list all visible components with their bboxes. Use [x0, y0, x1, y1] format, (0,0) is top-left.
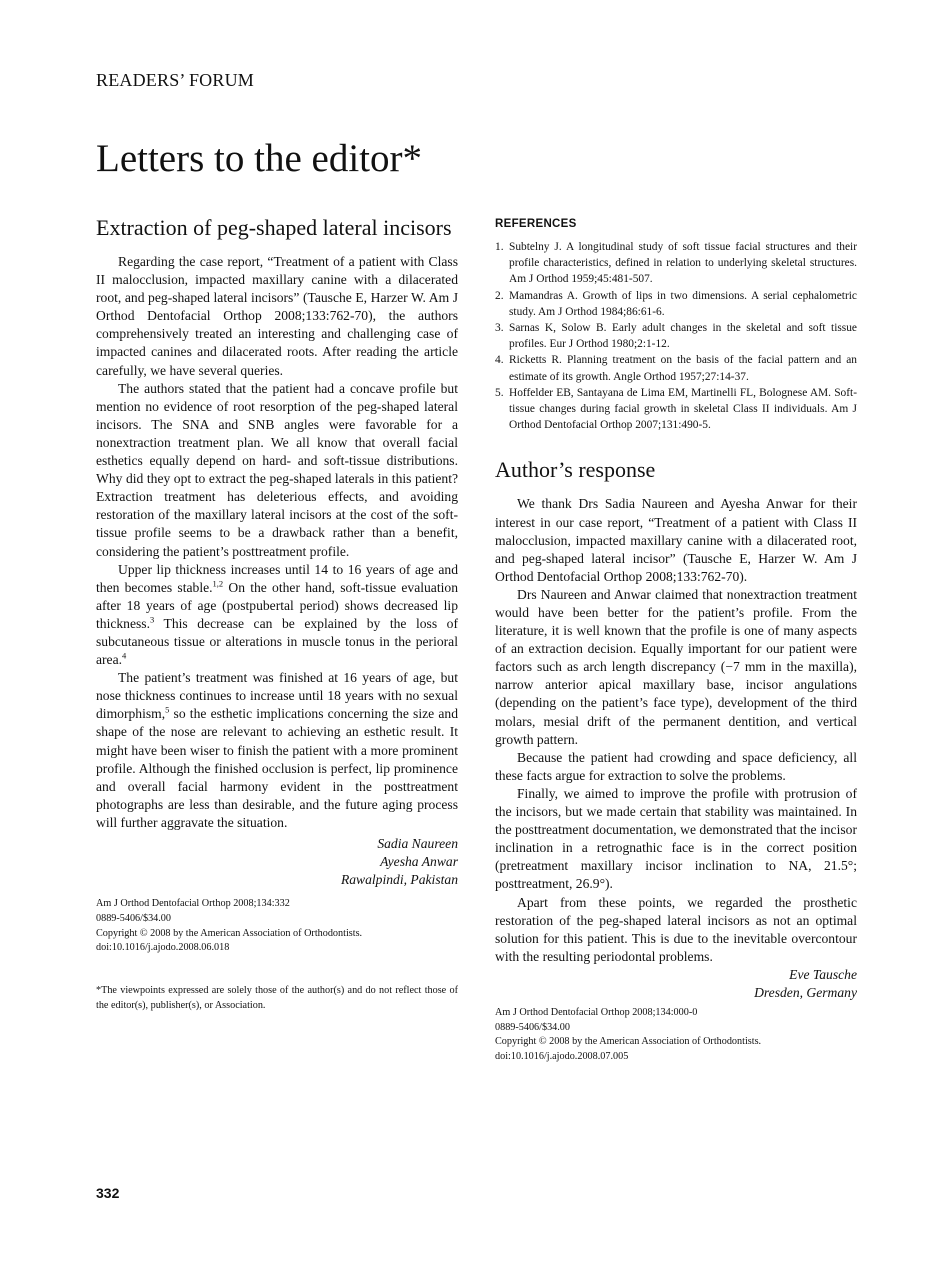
page-title: Letters to the editor*	[96, 137, 422, 180]
page-number: 332	[96, 1185, 120, 1201]
reference-superscript[interactable]: 4	[122, 650, 127, 661]
right-column	[495, 218, 857, 1065]
reference-text: Hoffelder EB, Santayana de Lima EM, Martinelli FL, Bolognese AM. Soft-tissue changes during facial growth in skeletal Class II individuals. Am J Orthod Dentofacial Orthop 2007;131:490-5.	[509, 386, 857, 432]
doi-link[interactable]: doi:10.1016/j.ajodo.2008.06.018	[96, 942, 230, 954]
letter-paragraph: The authors stated that the patient had a concave profile but mention no evidence of root resorption of the peg-shaped lateral incisors. The SNA and SNB angles were favorable for a nonextraction treatment plan. We all know that overall facial esthetics equally depend on hard- and soft-tissue distributions. Why did they opt to extract the peg-shaped laterals in this patient? Extraction treatment has deleterious effects, and avoiding restoration of the maxillary lateral incisors at the cost of the soft-tissue profile seems to be a drawback rather than a benefit, considering the patient’s posttreatment profile.	[96, 380, 458, 559]
footnote: *The viewpoints expressed are solely those of the author(s) and do not reflect those of the editor(s), publisher(s), or Association.	[96, 985, 458, 1011]
response-heading: Author’s response	[495, 457, 656, 483]
reference-text: Subtelny J. A longitudinal study of soft tissue facial structures and their profile characteristics, defined in relation to underlying skeletal structures. Am J Orthod 1959;45:481-507.	[509, 241, 857, 286]
reference-number: 1.	[495, 241, 504, 253]
text-run: On the other hand, soft-tissue evaluation after 18 years of age (postpubertal period) shows decreased lip thickness.	[96, 579, 458, 631]
response-paragraph: Apart from these points, we regarded the prosthetic restoration of the peg-shaped lateral incisors as not an optimal solution for this patient. This is due to the inevitable overcontour with the resulting periodontal problems.	[495, 894, 857, 964]
citation-line: 0889-5406/$34.00	[495, 1021, 570, 1033]
section-label: READERS’ FORUM	[96, 70, 254, 90]
letter-signature	[96, 835, 458, 889]
reference-text: Mamandras A. Growth of lips in two dimensions. A serial cephalometric study. Am J Orthod 1984;86:61-6.	[509, 289, 857, 318]
reference-superscript[interactable]: 1,2	[212, 578, 224, 589]
text-run: The patient’s treatment was finished at 16 years of age, but nose thickness continues to increase until 18 years with no sexual dimorphism,	[96, 670, 458, 722]
letter-citation	[96, 897, 458, 956]
reference-item	[495, 352, 857, 384]
letter-heading: Extraction of peg-shaped lateral incisors	[96, 215, 452, 240]
signature-line: Dresden, Germany	[754, 984, 857, 1000]
reference-item	[495, 385, 857, 434]
reference-item	[495, 320, 857, 352]
doi-link[interactable]: doi:10.1016/j.ajodo.2008.07.005	[495, 1051, 629, 1063]
citation-line: Am J Orthod Dentofacial Orthop 2008;134:332	[96, 898, 290, 909]
response-paragraph: Because the patient had crowding and space deficiency, all these facts argue for extraction to solve the problems.	[495, 749, 857, 783]
response-paragraph: Drs Naureen and Anwar claimed that nonextraction treatment would have been better for the patient’s profile. From the literature, it is well known that the profile is one of many aspects of an extraction decision. Equally important for our patient were factors such as arch length discrepancy (−7 mm in the maxilla), narrow anterior apical maxillary base, incisor angulations (depending on the patient’s face type), development of the third molars, mesial drift of the permanent dentition, and vertical growth pattern.	[495, 586, 857, 747]
signature-line: Sadia Naureen	[377, 836, 458, 851]
references-heading: REFERENCES	[495, 218, 577, 230]
text-run: This decrease can be explained by the loss of subcutaneous tissue or alterations in muscle tonus in the perioral area.	[96, 615, 458, 668]
reference-text: Sarnas K, Solow B. Early adult changes in the skeletal and soft tissue profiles. Eur J Orthod 1980;2:1-12.	[509, 322, 857, 351]
reference-list	[495, 239, 857, 433]
response-citation	[495, 1006, 857, 1065]
signature-line: Ayesha Anwar	[380, 854, 458, 869]
signature-line: Eve Tausche	[789, 966, 857, 982]
letter-paragraph	[96, 561, 458, 670]
text-run: Upper lip thickness increases until 14 to 16 years of age and then becomes stable.	[96, 561, 458, 595]
reference-item	[495, 288, 857, 320]
reference-number: 5.	[495, 386, 504, 399]
reference-number: 2.	[495, 289, 504, 302]
reference-superscript[interactable]: 3	[150, 614, 155, 625]
reference-superscript[interactable]: 5	[165, 704, 170, 715]
reference-text: Ricketts R. Planning treatment on the basis of the facial pattern and an estimate of its growth. Angle Orthod 1957;27:14-37.	[509, 354, 857, 383]
citation-line: Copyright © 2008 by the American Association of Orthodontists.	[96, 927, 363, 939]
signature-line: Rawalpindi, Pakistan	[340, 872, 458, 887]
text-run: so the esthetic implications concerning the size and shape of the nose are relevant to achieving an esthetic result. It might have been wiser to finish the patient with a more prominent profile. Although the finished occlusion is perfect, lip prominence and overall facial harmony evident in the posttreatment photographs are less than desirable, and the future aging process will further aggravate the situation.	[96, 706, 458, 830]
reference-item	[495, 239, 857, 288]
letter-paragraph	[96, 669, 458, 832]
left-column	[96, 215, 458, 1014]
response-signature	[495, 966, 857, 1002]
response-paragraph: We thank Drs Sadia Naureen and Ayesha Anwar for their interest in our case report, “Treatment of a patient with Class II malocclusion, impacted maxillary canine with a dilacerated root, and peg-shaped lateral incisor” (Tausche E, Harzer W. Am J Orthod Dentofacial Orthop 2008;133:762-70).	[495, 496, 857, 584]
reference-number: 3.	[495, 322, 504, 335]
citation-line: Copyright © 2008 by the American Association of Orthodontists.	[495, 1036, 762, 1048]
response-paragraph: Finally, we aimed to improve the profile with protrusion of the incisors, but we made certain that stability was maintained. In the posttreatment documentation, we demonstrated that the incisor inclination in a retrognathic face is in the correct position (pretreatment maxillary incisor inclination to NA, 21.5°; posttreatment, 26.9°).	[495, 785, 857, 892]
citation-line: 0889-5406/$34.00	[96, 912, 171, 924]
letter-paragraph: Regarding the case report, “Treatment of a patient with Class II malocclusion, impacted maxillary canine with a dilacerated root, and peg-shaped lateral incisors” (Tausche E, Harzer W. Am J Orthod Dentofacial Orthop 2008;133:762-70), the authors comprehensively treated an interesting and challenging case of impacted canines and dilacerated roots. After reading the article carefully, we have several queries.	[96, 254, 458, 378]
reference-number: 4.	[495, 354, 504, 367]
citation-line: Am J Orthod Dentofacial Orthop 2008;134:000-0	[495, 1006, 698, 1018]
